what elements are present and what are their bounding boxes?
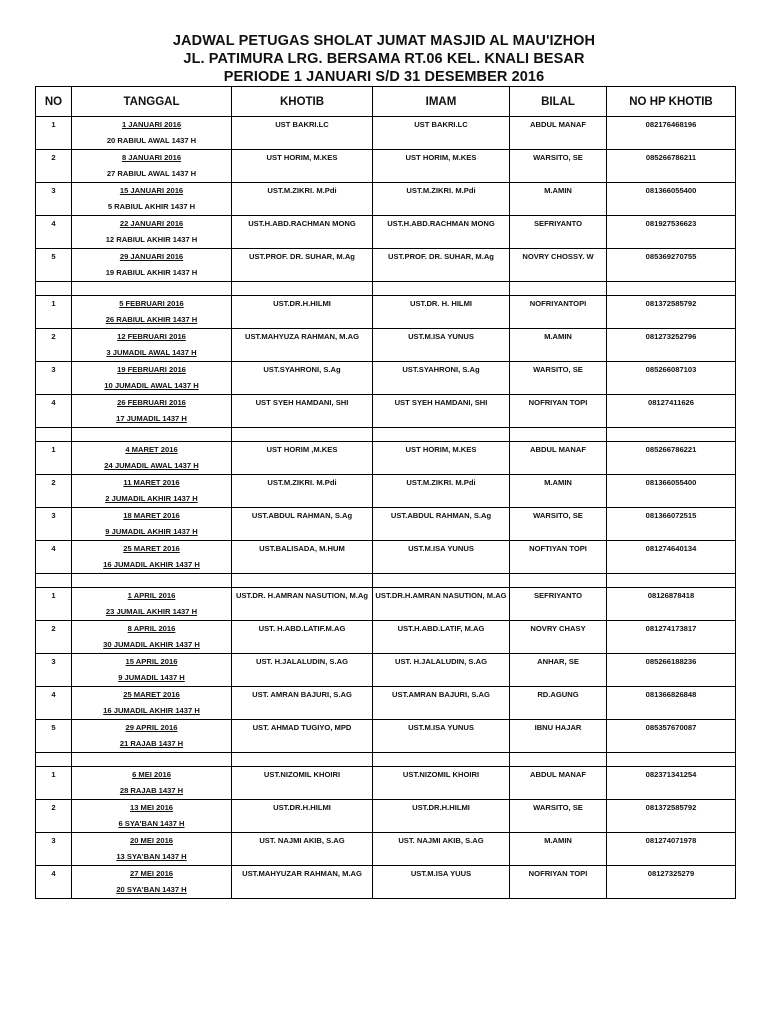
phone-cell: 081273252796 <box>607 329 736 362</box>
bilal-cell: SEFRIYANTO <box>510 588 607 621</box>
bilal-cell: M.AMIN <box>510 183 607 216</box>
row-number: 2 <box>36 475 72 508</box>
hijri-date: 13 SYA'BAN 1437 H <box>116 852 187 861</box>
date-cell <box>72 442 232 475</box>
bilal-cell: ANHAR, SE <box>510 654 607 687</box>
date-cell <box>72 296 232 329</box>
separator-row <box>36 574 736 588</box>
phone-cell: 081366055400 <box>607 475 736 508</box>
empty-cell <box>373 428 510 442</box>
table-row <box>36 720 736 753</box>
row-number: 4 <box>36 395 72 428</box>
bilal-cell: NOVRY CHOSSY. W <box>510 249 607 282</box>
date-cell <box>72 508 232 541</box>
khotib-cell: UST.ABDUL RAHMAN, S.Ag <box>232 508 373 541</box>
phone-cell: 08127411626 <box>607 395 736 428</box>
empty-cell <box>510 282 607 296</box>
imam-cell: UST.M.ISA YUNUS <box>373 541 510 574</box>
hijri-date: 16 JUMADIL AKHIR 1437 H <box>103 706 200 715</box>
row-number: 2 <box>36 621 72 654</box>
schedule-table <box>35 86 736 899</box>
phone-cell: 081372585792 <box>607 296 736 329</box>
phone-cell: 081366826848 <box>607 687 736 720</box>
khotib-cell: UST.PROF. DR. SUHAR, M.Ag <box>232 249 373 282</box>
table-row <box>36 395 736 428</box>
hijri-date: 5 RABIUL AKHIR 1437 H <box>107 202 196 211</box>
date-cell <box>72 362 232 395</box>
imam-cell: UST.M.ISA YUNUS <box>373 720 510 753</box>
date-cell <box>72 687 232 720</box>
row-number: 5 <box>36 720 72 753</box>
table-row <box>36 117 736 150</box>
imam-cell: UST.H.ABD.LATIF, M.AG <box>373 621 510 654</box>
gregorian-date: 12 FEBRUARI 2016 <box>117 332 186 341</box>
date-cell <box>72 395 232 428</box>
date-cell <box>72 654 232 687</box>
empty-cell <box>373 282 510 296</box>
empty-cell <box>232 753 373 767</box>
empty-cell <box>36 753 72 767</box>
title-line-1: JADWAL PETUGAS SHOLAT JUMAT MASJID AL MAU'IZHOH <box>172 33 596 49</box>
row-number: 5 <box>36 249 72 282</box>
khotib-cell: UST.H.ABD.RACHMAN MONG <box>232 216 373 249</box>
gregorian-date: 29 JANUARI 2016 <box>119 252 184 261</box>
gregorian-date: 27 MEI 2016 <box>129 869 174 878</box>
khotib-cell: UST.MAHYUZAR RAHMAN, M.AG <box>232 866 373 899</box>
empty-cell <box>72 282 232 296</box>
phone-cell: 081274071978 <box>607 833 736 866</box>
row-number: 4 <box>36 216 72 249</box>
bilal-cell: NOFRIYAN TOPI <box>510 395 607 428</box>
gregorian-date: 15 JANUARI 2016 <box>119 186 184 195</box>
table-row <box>36 362 736 395</box>
gregorian-date: 25 MARET 2016 <box>123 544 180 553</box>
empty-cell <box>510 428 607 442</box>
table-row <box>36 183 736 216</box>
empty-cell <box>510 574 607 588</box>
bilal-cell: WARSITO, SE <box>510 508 607 541</box>
table-row <box>36 329 736 362</box>
row-number: 2 <box>36 329 72 362</box>
table-row <box>36 588 736 621</box>
gregorian-date: 18 MARET 2016 <box>123 511 180 520</box>
table-row <box>36 800 736 833</box>
khotib-cell: UST HORIM, M.KES <box>232 150 373 183</box>
hijri-date: 16 JUMADIL AKHIR 1437 H <box>103 560 200 569</box>
imam-cell: UST. NAJMI AKIB, S.AG <box>373 833 510 866</box>
hijri-date: 12 RABIUL AKHIR 1437 H <box>105 235 198 244</box>
title-line-2: JL. PATIMURA LRG. BERSAMA RT.06 KEL. KNALI BESAR <box>183 51 585 67</box>
phone-cell: 081927536623 <box>607 216 736 249</box>
row-number: 1 <box>36 117 72 150</box>
hijri-date: 24 JUMADIL AWAL 1437 H <box>104 461 199 470</box>
phone-cell: 081274173817 <box>607 621 736 654</box>
phone-cell: 08127325279 <box>607 866 736 899</box>
hijri-date: 17 JUMADIL 1437 H <box>116 414 187 423</box>
bilal-cell: SEFRIYANTO <box>510 216 607 249</box>
empty-cell <box>607 428 736 442</box>
row-number: 3 <box>36 508 72 541</box>
imam-cell: UST.DR.H.HILMI <box>373 800 510 833</box>
table-row <box>36 654 736 687</box>
khotib-cell: UST.MAHYUZA RAHMAN, M.AG <box>232 329 373 362</box>
table-row <box>36 442 736 475</box>
imam-cell: UST BAKRI.LC <box>373 117 510 150</box>
date-cell <box>72 329 232 362</box>
row-number: 4 <box>36 866 72 899</box>
gregorian-date: 25 MARET 2016 <box>123 690 180 699</box>
gregorian-date: 29 APRIL 2016 <box>125 723 178 732</box>
table-row <box>36 475 736 508</box>
hijri-date: 21 RAJAB 1437 H <box>119 739 184 748</box>
row-number: 3 <box>36 833 72 866</box>
phone-cell: 082371341254 <box>607 767 736 800</box>
table-row <box>36 541 736 574</box>
phone-cell: 085266087103 <box>607 362 736 395</box>
khotib-cell: UST.SYAHRONI, S.Ag <box>232 362 373 395</box>
empty-cell <box>36 282 72 296</box>
date-cell <box>72 216 232 249</box>
khotib-cell: UST. AHMAD TUGIYO, MPD <box>232 720 373 753</box>
imam-cell: UST.M.ZIKRI. M.Pdi <box>373 475 510 508</box>
khotib-cell: UST.DR.H.HILMI <box>232 800 373 833</box>
gregorian-date: 1 JANUARI 2016 <box>121 120 182 129</box>
khotib-cell: UST SYEH HAMDANI, SHI <box>232 395 373 428</box>
gregorian-date: 26 FEBRUARI 2016 <box>117 398 186 407</box>
phone-cell: 081366072515 <box>607 508 736 541</box>
gregorian-date: 8 APRIL 2016 <box>127 624 176 633</box>
gregorian-date: 6 MEI 2016 <box>132 770 171 779</box>
hijri-date: 30 JUMADIL AKHIR 1437 H <box>103 640 200 649</box>
empty-cell <box>373 574 510 588</box>
title-line-3: PERIODE 1 JANUARI S/D 31 DESEMBER 2016 <box>223 69 545 85</box>
bilal-cell: ABDUL MANAF <box>510 442 607 475</box>
gregorian-date: 5 FEBRUARI 2016 <box>119 299 184 308</box>
imam-cell: UST HORIM, M.KES <box>373 150 510 183</box>
date-cell <box>72 183 232 216</box>
phone-cell: 081274640134 <box>607 541 736 574</box>
imam-cell: UST.M.ISA YUNUS <box>373 329 510 362</box>
empty-cell <box>607 574 736 588</box>
imam-cell: UST.DR.H.AMRAN NASUTION, M.AG <box>373 588 510 621</box>
gregorian-date: 1 APRIL 2016 <box>127 591 176 600</box>
phone-cell: 085357670087 <box>607 720 736 753</box>
column-header-tanggal: TANGGAL <box>72 87 232 117</box>
gregorian-date: 22 JANUARI 2016 <box>119 219 184 228</box>
empty-cell <box>72 428 232 442</box>
khotib-cell: UST.M.ZIKRI. M.Pdi <box>232 475 373 508</box>
empty-cell <box>36 574 72 588</box>
imam-cell: UST.PROF. DR. SUHAR, M.Ag <box>373 249 510 282</box>
khotib-cell: UST BAKRI.LC <box>232 117 373 150</box>
date-cell <box>72 767 232 800</box>
date-cell <box>72 866 232 899</box>
table-row <box>36 833 736 866</box>
column-header-bilal: BILAL <box>510 87 607 117</box>
bilal-cell: ABDUL MANAF <box>510 117 607 150</box>
khotib-cell: UST.M.ZIKRI. M.Pdi <box>232 183 373 216</box>
gregorian-date: 15 APRIL 2016 <box>125 657 178 666</box>
hijri-date: 23 JUMAIL AKHIR 1437 H <box>105 607 198 616</box>
khotib-cell: UST. NAJMI AKIB, S.AG <box>232 833 373 866</box>
separator-row <box>36 428 736 442</box>
bilal-cell: NOFTIYAN TOPI <box>510 541 607 574</box>
row-number: 4 <box>36 541 72 574</box>
column-header-no: NO <box>36 87 72 117</box>
row-number: 2 <box>36 800 72 833</box>
hijri-date: 10 JUMADIL AWAL 1437 H <box>104 381 199 390</box>
document-heading <box>0 32 768 86</box>
khotib-cell: UST. H.ABD.LATIF.M.AG <box>232 621 373 654</box>
hijri-date: 3 JUMADIL AWAL 1437 H <box>106 348 197 357</box>
table-row <box>36 249 736 282</box>
date-cell <box>72 150 232 183</box>
empty-cell <box>607 753 736 767</box>
empty-cell <box>72 753 232 767</box>
khotib-cell: UST.DR.H.HILMI <box>232 296 373 329</box>
bilal-cell: NOFRIYANTOPI <box>510 296 607 329</box>
table-row <box>36 508 736 541</box>
date-cell <box>72 833 232 866</box>
imam-cell: UST SYEH HAMDANI, SHI <box>373 395 510 428</box>
hijri-date: 19 RABIUL AKHIR 1437 H <box>105 268 198 277</box>
date-cell <box>72 475 232 508</box>
row-number: 1 <box>36 588 72 621</box>
date-cell <box>72 720 232 753</box>
date-cell <box>72 800 232 833</box>
hijri-date: 20 SYA'BAN 1437 H <box>116 885 187 894</box>
bilal-cell: M.AMIN <box>510 329 607 362</box>
hijri-date: 9 JUMADIL AKHIR 1437 H <box>105 527 198 536</box>
empty-cell <box>72 574 232 588</box>
hijri-date: 9 JUMADIL 1437 H <box>118 673 185 682</box>
bilal-cell: RD.AGUNG <box>510 687 607 720</box>
row-number: 4 <box>36 687 72 720</box>
khotib-cell: UST HORIM ,M.KES <box>232 442 373 475</box>
khotib-cell: UST.BALISADA, M.HUM <box>232 541 373 574</box>
imam-cell: UST.NIZOMIL KHOIRI <box>373 767 510 800</box>
khotib-cell: UST.DR. H.AMRAN NASUTION, M.Ag <box>232 588 373 621</box>
row-number: 3 <box>36 183 72 216</box>
table-row <box>36 866 736 899</box>
imam-cell: UST.M.ZIKRI. M.Pdi <box>373 183 510 216</box>
column-header-khotib: KHOTIB <box>232 87 373 117</box>
table-row <box>36 216 736 249</box>
bilal-cell: M.AMIN <box>510 475 607 508</box>
bilal-cell: IBNU HAJAR <box>510 720 607 753</box>
bilal-cell: WARSITO, SE <box>510 800 607 833</box>
bilal-cell: WARSITO, SE <box>510 150 607 183</box>
bilal-cell: WARSITO, SE <box>510 362 607 395</box>
column-header-imam: IMAM <box>373 87 510 117</box>
empty-cell <box>232 428 373 442</box>
date-cell <box>72 588 232 621</box>
imam-cell: UST.M.ISA YUUS <box>373 866 510 899</box>
table-row <box>36 687 736 720</box>
hijri-date: 26 RABIUL AKHIR 1437 H <box>105 315 198 324</box>
hijri-date: 27 RABIUL AWAL 1437 H <box>106 169 197 178</box>
imam-cell: UST.ABDUL RAHMAN, S.Ag <box>373 508 510 541</box>
empty-cell <box>510 753 607 767</box>
empty-cell <box>373 753 510 767</box>
row-number: 2 <box>36 150 72 183</box>
bilal-cell: M.AMIN <box>510 833 607 866</box>
gregorian-date: 20 MEI 2016 <box>129 836 174 845</box>
date-cell <box>72 249 232 282</box>
gregorian-date: 8 JANUARI 2016 <box>121 153 182 162</box>
row-number: 1 <box>36 296 72 329</box>
date-cell <box>72 541 232 574</box>
hijri-date: 28 RAJAB 1437 H <box>119 786 184 795</box>
row-number: 3 <box>36 362 72 395</box>
phone-cell: 081366055400 <box>607 183 736 216</box>
phone-cell: 08126878418 <box>607 588 736 621</box>
phone-cell: 081372585792 <box>607 800 736 833</box>
phone-cell: 085369270755 <box>607 249 736 282</box>
row-number: 3 <box>36 654 72 687</box>
table-header-row <box>36 87 736 117</box>
imam-cell: UST. H.JALALUDIN, S.AG <box>373 654 510 687</box>
phone-cell: 085266786211 <box>607 150 736 183</box>
column-header-no-hp: NO HP KHOTIB <box>607 87 736 117</box>
bilal-cell: NOFRIYAN TOPI <box>510 866 607 899</box>
phone-cell: 082176468196 <box>607 117 736 150</box>
imam-cell: UST.AMRAN BAJURI, S.AG <box>373 687 510 720</box>
gregorian-date: 13 MEI 2016 <box>129 803 174 812</box>
date-cell <box>72 117 232 150</box>
bilal-cell: NOVRY CHASY <box>510 621 607 654</box>
imam-cell: UST HORIM, M.KES <box>373 442 510 475</box>
phone-cell: 085266188236 <box>607 654 736 687</box>
date-cell <box>72 621 232 654</box>
imam-cell: UST.DR. H. HILMI <box>373 296 510 329</box>
separator-row <box>36 282 736 296</box>
empty-cell <box>607 282 736 296</box>
imam-cell: UST.H.ABD.RACHMAN MONG <box>373 216 510 249</box>
table-row <box>36 621 736 654</box>
khotib-cell: UST. AMRAN BAJURI, S.AG <box>232 687 373 720</box>
empty-cell <box>36 428 72 442</box>
hijri-date: 20 RABIUL AWAL 1437 H <box>106 136 197 145</box>
table-body <box>36 117 736 899</box>
row-number: 1 <box>36 767 72 800</box>
table-row <box>36 296 736 329</box>
row-number: 1 <box>36 442 72 475</box>
khotib-cell: UST. H.JALALUDIN, S.AG <box>232 654 373 687</box>
empty-cell <box>232 574 373 588</box>
separator-row <box>36 753 736 767</box>
khotib-cell: UST.NIZOMIL KHOIRI <box>232 767 373 800</box>
hijri-date: 6 SYA'BAN 1437 H <box>118 819 185 828</box>
imam-cell: UST.SYAHRONI, S.Ag <box>373 362 510 395</box>
table-row <box>36 767 736 800</box>
table-row <box>36 150 736 183</box>
phone-cell: 085266786221 <box>607 442 736 475</box>
empty-cell <box>232 282 373 296</box>
hijri-date: 2 JUMADIL AKHIR 1437 H <box>105 494 198 503</box>
bilal-cell: ABDUL MANAF <box>510 767 607 800</box>
gregorian-date: 4 MARET 2016 <box>125 445 178 454</box>
gregorian-date: 19 FEBRUARI 2016 <box>117 365 186 374</box>
gregorian-date: 11 MARET 2016 <box>123 478 180 487</box>
